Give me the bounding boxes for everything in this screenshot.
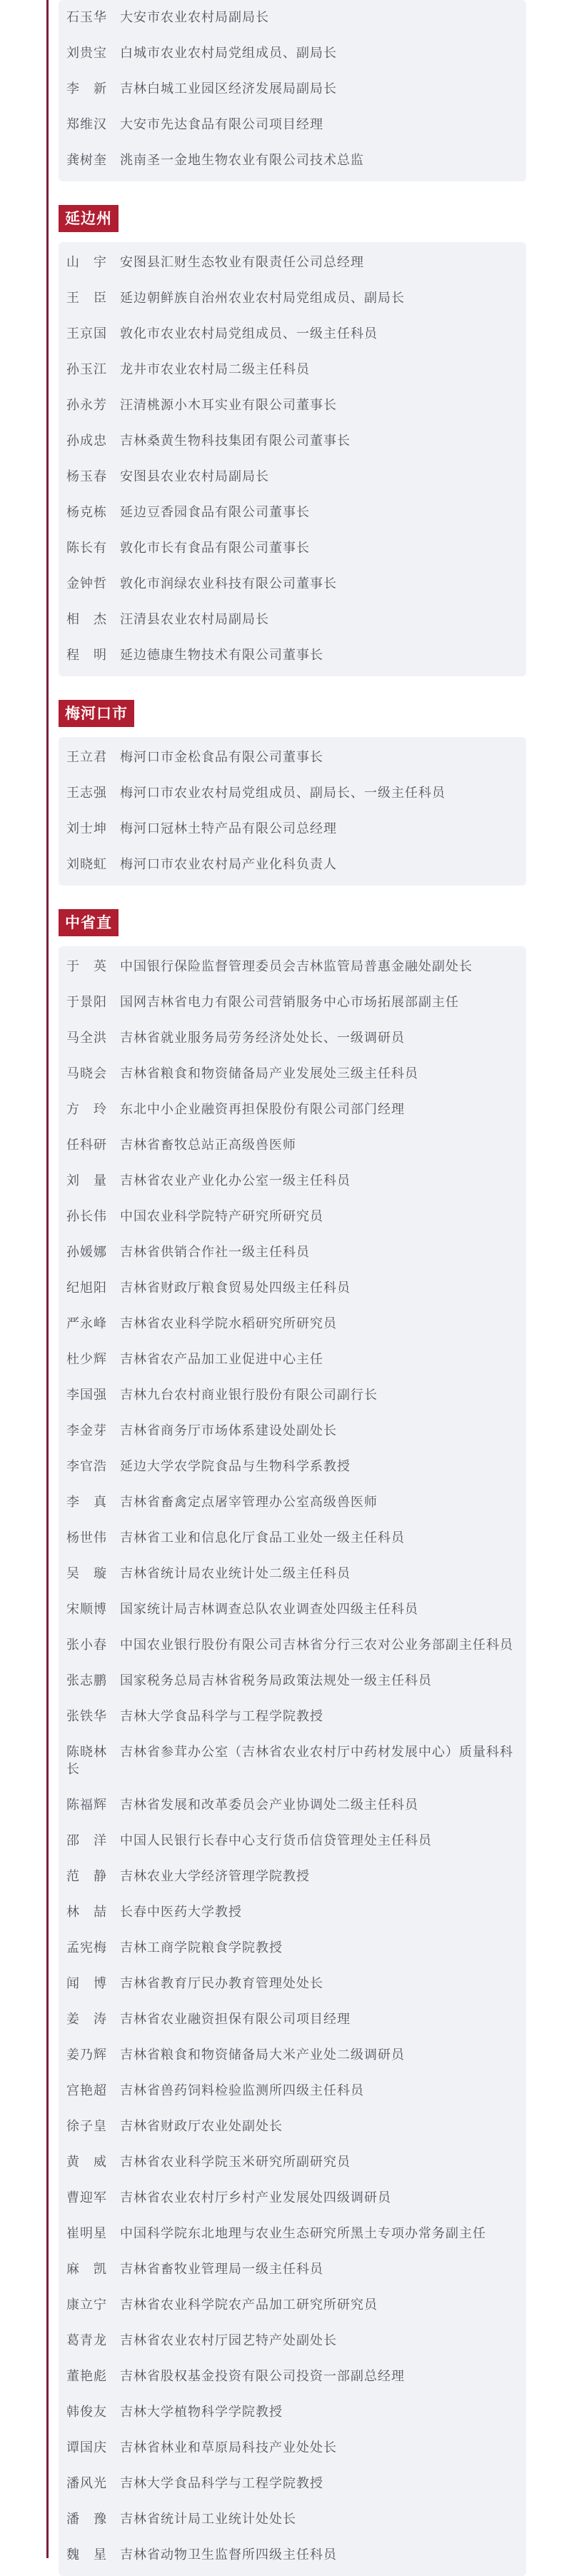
person-name: 孙玉江 [66,362,107,377]
person-title: 安图县农业农村局副局长 [120,469,269,484]
person-name: 杨克栋 [66,505,107,520]
person-name: 麻 凯 [66,2262,107,2277]
section-header-badge: 延边州 [59,205,119,232]
list-item [66,1975,516,1993]
person-name: 任科研 [66,1138,107,1153]
person-name: 闻 博 [66,1976,107,1991]
person-title: 吉林桑黄生物科技集团有限公司董事长 [120,433,351,448]
list-item [66,1244,516,1261]
person-name: 石玉华 [66,10,107,25]
person-name: 纪旭阳 [66,1281,107,1295]
person-name: 龚树奎 [66,153,107,168]
person-name: 邵 洋 [66,1833,107,1848]
person-title: 国网吉林省电力有限公司营销服务中心市场拓展部副主任 [120,995,459,1010]
list-item [66,9,516,26]
list-item [66,1423,516,1440]
person-name: 孙媛娜 [66,1245,107,1260]
list-item [66,2225,516,2242]
person-name: 陈晓林 [66,1745,107,1760]
person-title: 吉林省农业融资担保有限公司项目经理 [120,2012,351,2027]
list-item [66,1494,516,1511]
list-item [66,116,516,134]
person-name: 潘风光 [66,2476,107,2491]
person-name: 马全洪 [66,1031,107,1046]
person-title: 长春中医药大学教授 [120,1905,242,1920]
list-item [66,2297,516,2314]
list-item [66,1315,516,1333]
list-item [66,821,516,838]
person-name: 葛青龙 [66,2333,107,2348]
person-name: 相 杰 [66,612,107,627]
list-item [66,2440,516,2457]
person-name: 于景阳 [66,995,107,1010]
person-title: 吉林省农业科学院水稻研究所研究员 [120,1316,337,1331]
article-content-column [59,0,526,2576]
list-item [66,326,516,343]
person-title: 梅河口冠林土特产品有限公司总经理 [120,821,337,836]
person-title: 吉林省动物卫生监督所四级主任科员 [120,2547,337,2562]
person-name: 陈福辉 [66,1798,107,1813]
person-name: 魏 星 [66,2547,107,2562]
person-name: 王 臣 [66,291,107,306]
person-title: 国家税务总局吉林省税务局政策法规处一级主任科员 [120,1673,432,1688]
person-title: 白城市农业农村局党组成员、副局长 [120,46,337,61]
person-name: 郑维汉 [66,117,107,132]
person-name: 范 静 [66,1869,107,1884]
list-item [66,1208,516,1226]
person-title: 洮南圣一金地生物农业有限公司技术总监 [120,153,364,168]
person-title: 吉林省就业服务局劳务经济处处长、一级调研员 [120,1031,405,1046]
person-name: 李官浩 [66,1459,107,1474]
person-title: 吉林省供销合作社一级主任科员 [120,1245,310,1260]
person-title: 吉林省农业产业化办公室一级主任科员 [120,1173,351,1188]
person-title: 吉林省兽药饲料检验监测所四级主任科员 [120,2083,364,2098]
person-title: 大安市农业农村局副局长 [120,10,269,25]
person-name: 刘晓虹 [66,857,107,872]
person-title: 中国农业科学院特产研究所研究员 [120,1209,323,1224]
person-title: 吉林省教育厅民办教育管理处处长 [120,1976,323,1991]
list-item [66,397,516,414]
person-name: 徐子皇 [66,2119,107,2134]
list-item [66,433,516,450]
person-list-card [59,946,526,2576]
list-item [66,1904,516,1921]
person-name: 李国强 [66,1388,107,1403]
personnel-section [59,0,526,181]
person-title: 吉林省统计局农业统计处二级主任科员 [120,1566,351,1581]
person-title: 梅河口市金松食品有限公司董事长 [120,750,323,765]
list-item [66,2404,516,2421]
list-item [66,2261,516,2278]
list-item [66,1030,516,1047]
list-item [66,1351,516,1368]
person-name: 杨玉春 [66,469,107,484]
person-name: 程 明 [66,648,107,663]
list-item [66,1797,516,1814]
list-item [66,2011,516,2028]
list-item [66,2547,516,2564]
person-name: 林 喆 [66,1905,107,1920]
person-name: 吴 璇 [66,1566,107,1581]
list-item [66,1744,516,1778]
person-title: 吉林省股权基金投资有限公司投资一部副总经理 [120,2369,405,2384]
person-name: 姜乃辉 [66,2048,107,2063]
list-item [66,81,516,98]
person-title: 吉林省农产品加工业促进中心主任 [120,1352,323,1367]
person-name: 孙成忠 [66,433,107,448]
list-item [66,468,516,486]
person-title: 吉林省农业农村厅园艺特产处副处长 [120,2333,337,2348]
person-title: 中国银行保险监督管理委员会吉林监管局普惠金融处副处长 [120,959,473,974]
person-title: 中国科学院东北地理与农业生态研究所黑土专项办常务副主任 [120,2226,486,2241]
list-item [66,647,516,664]
list-item [66,254,516,271]
person-name: 李 真 [66,1495,107,1510]
person-title: 吉林省畜牧总站正高级兽医师 [120,1138,296,1153]
person-title: 吉林省畜禽定点屠宰管理办公室高级兽医师 [120,1495,378,1510]
person-name: 董艳彪 [66,2369,107,2384]
person-name: 谭国庆 [66,2440,107,2455]
person-title: 吉林省财政厅农业处副处长 [120,2119,283,2134]
person-title: 大安市先达食品有限公司项目经理 [120,117,323,132]
person-title: 吉林大学植物科学学院教授 [120,2405,283,2420]
person-name: 马晓会 [66,1066,107,1081]
person-title: 梅河口市农业农村局党组成员、副局长、一级主任科员 [120,786,445,801]
list-item [66,994,516,1011]
list-item [66,576,516,593]
list-item [66,1458,516,1475]
person-title: 吉林大学食品科学与工程学院教授 [120,1709,323,1724]
list-item [66,1565,516,1583]
person-name: 韩俊友 [66,2405,107,2420]
person-name: 严永峰 [66,1316,107,1331]
person-list-card [59,242,526,676]
list-item [66,1101,516,1118]
list-item [66,1137,516,1154]
person-name: 张小春 [66,1638,107,1653]
list-item [66,1387,516,1404]
person-title: 吉林省工业和信息化厅食品工业处一级主任科员 [120,1530,405,1545]
person-name: 曹迎军 [66,2190,107,2205]
person-title: 吉林省统计局工业统计处处长 [120,2512,296,2527]
list-item [66,2475,516,2492]
person-name: 李金芽 [66,1423,107,1438]
person-title: 汪清县农业农村局副局长 [120,612,269,627]
person-title: 吉林省林业和草原局科技产业处处长 [120,2440,337,2455]
person-name: 崔明星 [66,2226,107,2241]
person-name: 孟宪梅 [66,1940,107,1955]
person-name: 宋顺博 [66,1602,107,1617]
list-item [66,749,516,766]
list-item [66,1833,516,1850]
person-name: 孙长伟 [66,1209,107,1224]
list-item [66,2083,516,2100]
list-item [66,2332,516,2350]
blockquote-rule [46,0,49,2558]
person-name: 山 宇 [66,255,107,270]
person-title: 吉林省商务厅市场体系建设处副处长 [120,1423,337,1438]
list-item [66,2190,516,2207]
list-item [66,785,516,802]
list-item [66,2511,516,2528]
person-name: 杜少辉 [66,1352,107,1367]
list-item [66,1280,516,1297]
list-item [66,152,516,169]
person-title: 敦化市农业农村局党组成员、一级主任科员 [120,326,378,341]
section-header-badge: 梅河口市 [59,700,134,727]
person-title: 汪清桃源小木耳实业有限公司董事长 [120,398,337,413]
list-item [66,504,516,521]
person-title: 吉林工商学院粮食学院教授 [120,1940,283,1955]
person-name: 黄 威 [66,2155,107,2170]
person-name: 刘 量 [66,1173,107,1188]
person-title: 国家统计局吉林调查总队农业调查处四级主任科员 [120,1602,418,1617]
person-title: 梅河口市农业农村局产业化科负责人 [120,857,337,872]
person-name: 李 新 [66,81,107,96]
person-title: 吉林省发展和改革委员会产业协调处二级主任科员 [120,1798,418,1813]
person-name: 王京国 [66,326,107,341]
person-list-card [59,737,526,886]
list-item [66,1708,516,1725]
person-title: 延边豆香园食品有限公司董事长 [120,505,310,520]
person-name: 刘士坤 [66,821,107,836]
person-name: 金钟哲 [66,576,107,591]
person-name: 潘 豫 [66,2512,107,2527]
person-title: 敦化市长有食品有限公司董事长 [120,541,310,556]
list-item [66,1673,516,1690]
person-name: 宫艳超 [66,2083,107,2098]
person-name: 张铁华 [66,1709,107,1724]
person-title: 吉林大学食品科学与工程学院教授 [120,2476,323,2491]
list-item [66,1601,516,1618]
list-item [66,1173,516,1190]
person-name: 姜 涛 [66,2012,107,2027]
list-item [66,290,516,307]
list-item [66,1868,516,1885]
person-title: 吉林省畜牧业管理局一级主任科员 [120,2262,323,2277]
person-title: 吉林省粮食和物资储备局大米产业处二级调研员 [120,2048,405,2063]
list-item [66,361,516,379]
person-title: 吉林白城工业园区经济发展局副局长 [120,81,337,96]
person-name: 于 英 [66,959,107,974]
person-title: 延边大学农学院食品与生物科学系教授 [120,1459,351,1474]
person-title: 吉林省财政厅粮食贸易处四级主任科员 [120,1281,351,1295]
person-name: 陈长有 [66,541,107,556]
person-title: 延边德康生物技术有限公司董事长 [120,648,323,663]
list-item [66,1530,516,1547]
person-title: 中国人民银行长春中心支行货币信贷管理处主任科员 [120,1833,432,1848]
list-item [66,1940,516,1957]
list-item [66,1637,516,1654]
personnel-section [59,886,526,2576]
person-title: 吉林省农业科学院玉米研究所副研究员 [120,2155,351,2170]
person-name: 孙永芳 [66,398,107,413]
person-name: 刘贵宝 [66,46,107,61]
person-name: 王志强 [66,786,107,801]
list-item [66,611,516,628]
person-name: 张志鹏 [66,1673,107,1688]
list-item [66,2368,516,2385]
personnel-section [59,676,526,886]
person-title: 安图县汇财生态牧业有限责任公司总经理 [120,255,364,270]
section-header-badge: 中省直 [59,909,119,936]
person-title: 敦化市润绿农业科技有限公司董事长 [120,576,337,591]
person-name: 康立宁 [66,2297,107,2312]
person-name: 方 玲 [66,1102,107,1117]
list-item [66,2154,516,2171]
list-item [66,2047,516,2064]
person-title: 吉林省农业农村厅乡村产业发展处四级调研员 [120,2190,391,2205]
person-title: 吉林省粮食和物资储备局产业发展处三级主任科员 [120,1066,418,1081]
list-item [66,958,516,976]
person-name: 杨世伟 [66,1530,107,1545]
person-name: 王立君 [66,750,107,765]
person-title: 吉林农业大学经济管理学院教授 [120,1869,310,1884]
person-title: 吉林省农业科学院农产品加工研究所研究员 [120,2297,378,2312]
person-title: 中国农业银行股份有限公司吉林省分行三农对公业务部副主任科员 [120,1638,513,1653]
person-title: 吉林省参茸办公室（吉林省农业农村厅中药材发展中心）质量科科长 [66,1745,513,1777]
person-title: 吉林九台农村商业银行股份有限公司副行长 [120,1388,378,1403]
list-item [66,2118,516,2135]
list-item [66,856,516,873]
list-item [66,540,516,557]
list-item [66,45,516,62]
person-title: 龙井市农业农村局二级主任科员 [120,362,310,377]
person-title: 延边朝鲜族自治州农业农村局党组成员、副局长 [120,291,405,306]
personnel-section [59,181,526,676]
list-item [66,1066,516,1083]
person-list-card [59,0,526,181]
person-title: 东北中小企业融资再担保股份有限公司部门经理 [120,1102,405,1117]
